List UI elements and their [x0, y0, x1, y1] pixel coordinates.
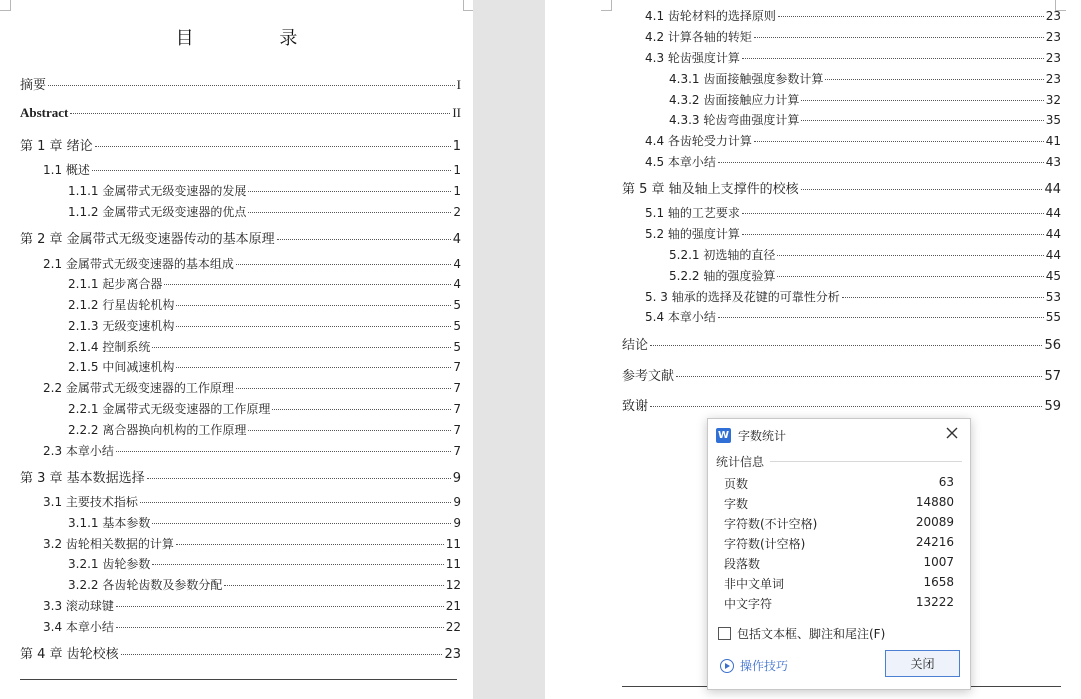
- toc-entry[interactable]: 2.1.1 起步离合器 4: [68, 277, 461, 291]
- toc-entry[interactable]: 1.1.2 金属带式无级变速器的优点 2: [68, 205, 461, 219]
- toc-entry[interactable]: 3.4 本章小结 22: [43, 620, 461, 634]
- toc-entry[interactable]: 参考文献 57: [622, 369, 1061, 384]
- stat-label: 字数: [724, 497, 749, 511]
- toc-entry[interactable]: 4.3 轮齿强度计算 23: [645, 51, 1061, 65]
- toc-entry[interactable]: 2.1.4 控制系统 5: [68, 340, 461, 354]
- toc-entry[interactable]: 2.1.5 中间减速机构 7: [68, 360, 461, 374]
- toc-entry[interactable]: 4.1 齿轮材料的选择原则 23: [645, 9, 1061, 23]
- stat-label: 段落数: [724, 557, 761, 571]
- stats-section-header: [716, 453, 962, 470]
- toc-entry[interactable]: 5.2.2 轴的强度验算 45: [669, 269, 1061, 283]
- stat-row: [724, 475, 954, 492]
- include-notes-label: 包括文本框、脚注和尾注(F): [737, 627, 886, 641]
- toc-entry[interactable]: 2.1.3 无级变速机构 5: [68, 319, 461, 333]
- include-notes-checkbox-row[interactable]: [718, 625, 885, 642]
- toc-entry[interactable]: 3.2 齿轮相关数据的计算 11: [43, 537, 461, 551]
- toc-entry[interactable]: 第 4 章 齿轮校核 23: [20, 647, 461, 662]
- toc-entry[interactable]: 4.3.3 轮齿弯曲强度计算 35: [669, 113, 1061, 127]
- toc-entry[interactable]: 1.1.1 金属带式无级变速器的发展 1: [68, 184, 461, 198]
- stat-row: [724, 595, 954, 612]
- toc-entry[interactable]: 4.5 本章小结 43: [645, 155, 1061, 169]
- toc-entry[interactable]: 5.4 本章小结 55: [645, 310, 1061, 324]
- toc-entry[interactable]: 5.2.1 初选轴的直径 44: [669, 248, 1061, 262]
- toc-entry[interactable]: 2.2 金属带式无级变速器的工作原理 7: [43, 381, 461, 395]
- dialog-titlebar: [716, 425, 786, 445]
- toc-entry[interactable]: 5.2 轴的强度计算 44: [645, 227, 1061, 241]
- toc-entry[interactable]: 致谢 59: [622, 399, 1061, 414]
- toc-entry[interactable]: 第 1 章 绪论 1: [20, 139, 461, 154]
- toc-entry[interactable]: 第 2 章 金属带式无级变速器传动的基本原理 4: [20, 232, 461, 247]
- page-bottom-rule: [20, 679, 457, 680]
- toc-entry[interactable]: 2.2.1 金属带式无级变速器的工作原理 7: [68, 402, 461, 416]
- toc-title: 目 录: [175, 28, 338, 49]
- toc-entry[interactable]: 3.2.1 齿轮参数 11: [68, 557, 461, 571]
- stat-row: [724, 575, 954, 592]
- toc-entry[interactable]: 结论 56: [622, 338, 1061, 353]
- toc-entry[interactable]: 3.3 滚动球键 21: [43, 599, 461, 613]
- toc-entry[interactable]: 5. 3 轴承的选择及花键的可靠性分析 53: [645, 290, 1061, 304]
- stat-row: [724, 555, 954, 572]
- stat-value: 63: [938, 475, 954, 489]
- toc-entry[interactable]: 4.2 计算各轴的转矩 23: [645, 30, 1061, 44]
- stat-label: 中文字符: [724, 597, 773, 611]
- stat-label: 字符数(不计空格): [724, 517, 818, 531]
- close-button[interactable]: 关闭: [885, 650, 960, 677]
- toc-entry[interactable]: 第 5 章 轴及轴上支撑件的校核 44: [622, 182, 1061, 197]
- margin-corner-mark: [463, 0, 473, 11]
- stat-row: [724, 495, 954, 512]
- toc-entry[interactable]: 2.3 本章小结 7: [43, 444, 461, 458]
- toc-entry[interactable]: 3.1 主要技术指标 9: [43, 495, 461, 509]
- dialog-title: 字数统计: [738, 428, 787, 443]
- toc-entry[interactable]: 2.1.2 行星齿轮机构 5: [68, 298, 461, 312]
- toc-entry[interactable]: 4.4 各齿轮受力计算 41: [645, 134, 1061, 148]
- toc-entry[interactable]: Abstract II: [20, 105, 461, 120]
- toc-entry[interactable]: 5.1 轴的工艺要求 44: [645, 206, 1061, 220]
- margin-corner-mark: [601, 0, 612, 11]
- play-circle-icon: [720, 659, 734, 673]
- dialog-close-icon[interactable]: [942, 423, 962, 443]
- toc-entry[interactable]: 4.3.2 齿面接触应力计算 32: [669, 93, 1061, 107]
- document-page-left: [0, 0, 473, 699]
- stat-row: [724, 535, 954, 552]
- stat-value: 1007: [923, 555, 954, 569]
- stat-value: 20089: [915, 515, 954, 529]
- toc-entry[interactable]: 第 3 章 基本数据选择 9: [20, 471, 461, 486]
- toc-entry[interactable]: 3.1.1 基本参数 9: [68, 516, 461, 530]
- stat-value: 24216: [915, 535, 954, 549]
- wps-writer-logo-icon: W: [717, 429, 730, 441]
- stat-value: 1658: [923, 575, 954, 589]
- margin-corner-mark: [0, 0, 11, 11]
- toc-entry[interactable]: 1.1 概述 1: [43, 163, 461, 177]
- include-notes-checkbox[interactable]: [718, 627, 731, 640]
- toc-entry[interactable]: 2.2.2 离合器换向机构的工作原理 7: [68, 423, 461, 437]
- tips-link[interactable]: [720, 657, 788, 674]
- stat-value: 14880: [915, 495, 954, 509]
- toc-entry[interactable]: 摘要 I: [20, 77, 461, 93]
- toc-entry[interactable]: 3.2.2 各齿轮齿数及参数分配 12: [68, 578, 461, 592]
- word-count-dialog: [707, 418, 971, 690]
- tips-label: 操作技巧: [740, 659, 789, 673]
- stat-row: [724, 515, 954, 532]
- stat-value: 13222: [915, 595, 954, 609]
- toc-entry[interactable]: 4.3.1 齿面接触强度参数计算 23: [669, 72, 1061, 86]
- toc-entry[interactable]: 2.1 金属带式无级变速器的基本组成 4: [43, 257, 461, 271]
- stats-section-label: 统计信息: [716, 455, 765, 469]
- stat-label: 页数: [724, 477, 749, 491]
- stat-label: 字符数(计空格): [724, 537, 806, 551]
- stat-label: 非中文单词: [724, 577, 785, 591]
